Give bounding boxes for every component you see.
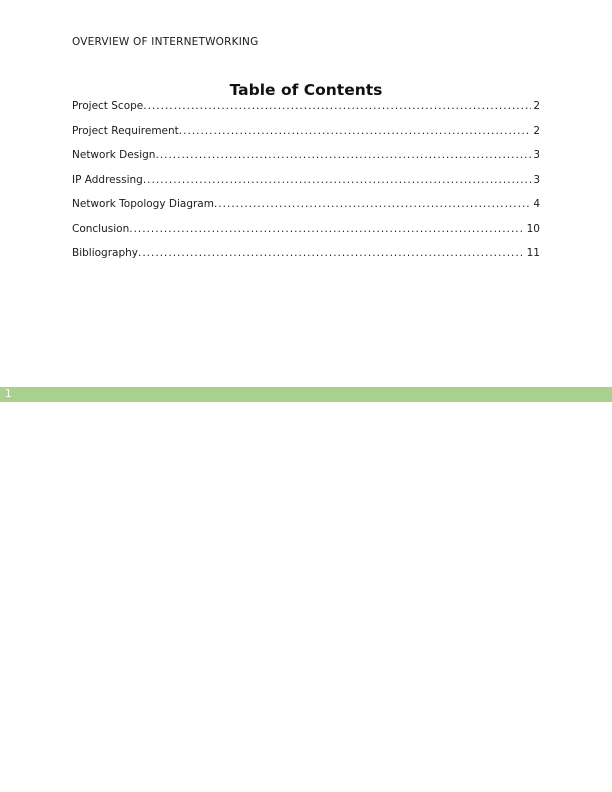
toc-dot-leader bbox=[143, 174, 531, 187]
footer-highlight-bar bbox=[0, 387, 612, 402]
toc-entry-label: Network Design bbox=[72, 149, 156, 161]
toc-title: Table of Contents bbox=[229, 81, 383, 99]
toc-row bbox=[72, 149, 540, 162]
toc-row bbox=[72, 100, 540, 113]
toc-row bbox=[72, 247, 540, 260]
toc-row bbox=[72, 125, 540, 138]
toc-entry-label: Project Requirement bbox=[72, 124, 179, 137]
footer-page-number: 1 bbox=[5, 388, 12, 400]
toc-dot-leader bbox=[129, 223, 524, 236]
toc-entry-label: Network Topology Diagram bbox=[72, 198, 214, 210]
toc-entry-label: Bibliography bbox=[72, 247, 138, 259]
toc-page-number: 2 bbox=[533, 124, 540, 137]
document-header: OVERVIEW OF INTERNETWORKING bbox=[72, 36, 259, 48]
toc-page-number: 3 bbox=[533, 149, 540, 161]
toc-dot-leader bbox=[179, 125, 532, 138]
toc-row bbox=[72, 174, 540, 187]
toc-row bbox=[72, 223, 540, 236]
toc-entry-label: Conclusion bbox=[72, 222, 130, 235]
toc-page-number: 3 bbox=[533, 173, 540, 186]
toc-dot-leader bbox=[138, 247, 525, 260]
toc-entry-label: Project Scope bbox=[72, 100, 144, 112]
toc-dot-leader bbox=[143, 100, 531, 113]
toc-row bbox=[72, 198, 540, 211]
toc-dot-leader bbox=[155, 149, 531, 162]
toc-list bbox=[72, 100, 540, 272]
toc-page-number: 4 bbox=[533, 198, 540, 210]
toc-page-number: 10 bbox=[526, 222, 540, 235]
toc-dot-leader bbox=[214, 198, 531, 211]
toc-entry-label: IP Addressing bbox=[72, 173, 143, 186]
toc-page-number: 2 bbox=[533, 100, 540, 112]
toc-page-number: 11 bbox=[526, 247, 540, 259]
